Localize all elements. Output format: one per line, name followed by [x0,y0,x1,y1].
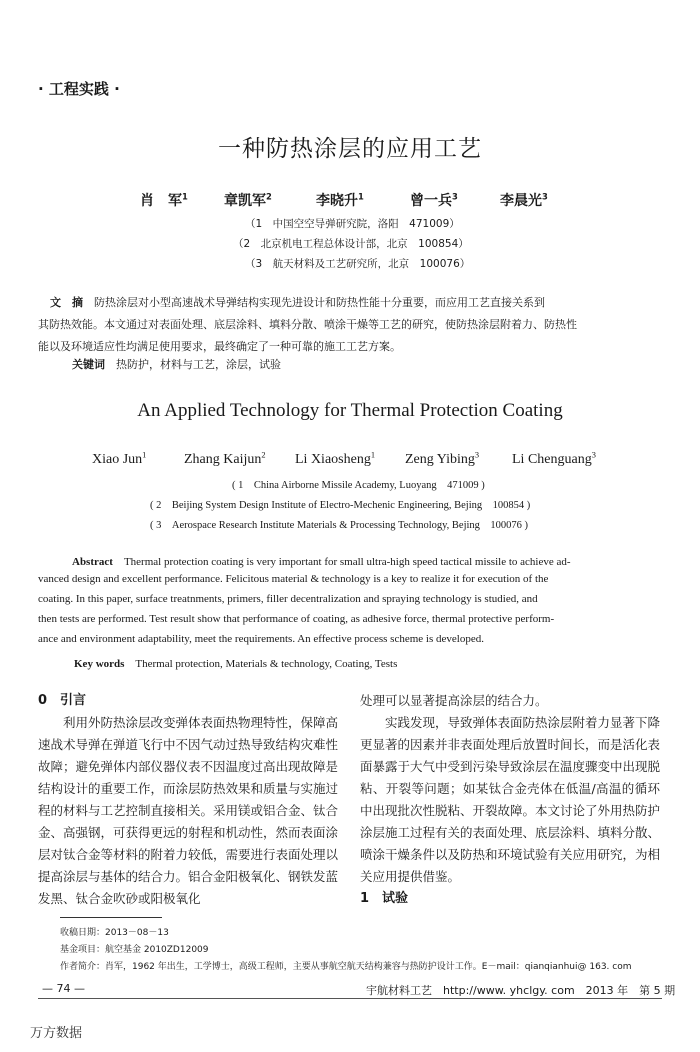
footnote-received: 收稿日期：2013－08－13 [60,928,169,938]
section-1-heading: 1 试验 [360,891,409,906]
abstract-en-line-2: vanced design and excellent performance. Felicitous material & technology is a key to realize it for execution of the [38,573,549,585]
keywords-cn-label: 关键词 [72,358,105,371]
section-label: · 工程实践 · [38,80,120,98]
body-right-column [360,690,660,910]
affiliation-cn-3: （3 航天材料及工艺研究所，北京 100076） [245,258,471,270]
affiliation-en-1: ( 1 China Airborne Missile Academy, Luoyang 471009 ) [232,480,485,491]
body-left-column [38,690,338,910]
abstract-en-line-4: then tests are performed. Test result show that performance of coating, as adhesive force, thermal protective perform- [38,613,555,625]
footer-rule [38,998,662,999]
watermark-text: 万方数据 [30,1026,83,1041]
intro-continuation: 处理可以显著提高涂层的结合力。 [360,693,548,708]
abstract-cn-line-3: 能以及环境适应性均满足使用要求，最终确定了一种可靠的施工工艺方案。 [38,340,401,353]
author-cn-4: 曾一兵$^3$ [410,191,458,209]
journal-footer: 宇航材料工艺 http://www. yhclgy. com 2013 年 第 5 期 [366,984,676,997]
section-0-heading: 0 引言 [38,693,87,708]
author-en-2: Zhang Kaijun$^2$ [184,450,266,467]
title-en: An Applied Technology for Thermal Protection Coating [137,400,563,421]
author-en-1: Xiao Jun$^1$ [92,450,147,467]
keywords-en-label: Key words [74,658,125,670]
intro-paragraph: 利用外防热涂层改变弹体表面热物理特性，保障高速战术导弹在弹道飞行中不因气动过热导致结构灾难性故障；避免弹体内部仪器仪表不因温度过高出现故障是结构设计的重要工作，而涂层防热效果和质量与实施过程的材料与工艺控制直接相关。采用镁或铝合金、钛合金、高强钢，可获得更远的射程和机动性，然而表面涂层对钛合金等材料的附着力较低，需要进行表面处理以提高涂层与基体的结合力。铝合金阳极氧化、钢铁发蓝发黑、钛合金吹砂或阳极氧化 [38,715,339,906]
keywords-en: Key words Thermal protection, Materials & technology, Coating, Tests [74,658,398,670]
author-en-4: Zeng Yibing$^3$ [405,450,480,467]
footnote-author-bio: 作者简介：肖军，1962 年出生，工学博士，高级工程师，主要从事航空航天结构兼容与热防护设计工作。E－mail：qianqianhui@ 163. com [60,962,632,972]
author-cn-3: 李晓升$^1$ [316,191,364,209]
page-number: — 74 — [42,982,85,995]
author-cn-5: 李晨光$^3$ [500,191,548,209]
keywords-cn: 关键词 热防护，材料与工艺，涂层，试验 [72,358,281,371]
affiliation-cn-2: （2 北京机电工程总体设计部，北京 100854） [233,238,469,250]
author-cn-2: 章凯军$^2$ [224,191,272,209]
footnote-fund: 基金项目：航空基金 2010ZD12009 [60,945,209,955]
abstract-en-line-1: Abstract Thermal protection coating is very important for small ultra-high speed tactical missile to achieve ad- [72,556,571,568]
footnote-rule [60,917,162,918]
abstract-en-line-3: coating. In this paper, surface treatnments, primers, filler decentralization and spraying technology is studied, and [38,593,538,605]
author-en-3: Li Xiaosheng$^1$ [295,450,376,467]
author-en-5: Li Chenguang$^3$ [512,450,596,467]
abstract-en-label: Abstract [72,556,113,568]
practice-paragraph: 实践发现，导致弹体表面防热涂层附着力显著下降更显著的因素并非表面处理后放置时间长，而是活化表面暴露于大气中受到污染导致涂层在温度骤变中出现脱粘、开裂等问题；如某钛合金壳体在低温/高温的循环中出现批次性脱粘、开裂故障。本文讨论了外用热防护涂层施工过程有关的表面处理、底层涂料、填料分散、喷涂干燥条件以及防热和环境试验有关应用研究，为相关应用提供借鉴。 [360,715,661,884]
title-cn: 一种防热涂层的应用工艺 [218,136,482,162]
affiliation-cn-1: （1 中国空空导弹研究院，洛阳 471009） [245,218,460,230]
abstract-cn-label: 文 摘 [50,296,83,309]
affiliation-en-2: ( 2 Beijing System Design Institute of Electro-Mechenic Engineering, Bejing 100854 ) [150,500,531,511]
abstract-cn-line-2: 其防热效能。本文通过对表面处理、底层涂料、填料分散、喷涂干燥等工艺的研究，使防热涂层附着力、防热性 [38,318,577,331]
affiliation-en-3: ( 3 Aerospace Research Institute Materials & Processing Technology, Bejing 100076 ) [150,520,529,531]
author-cn-1: 肖 军$^1$ [140,191,188,209]
abstract-en-line-5: ance and environment adaptability, meet the requirements. An effective process scheme is developed. [38,633,484,645]
abstract-cn-line-1: 文 摘 防热涂层对小型高速战术导弹结构实现先进设计和防热性能十分重要，而应用工艺直接关系到 [50,296,545,309]
